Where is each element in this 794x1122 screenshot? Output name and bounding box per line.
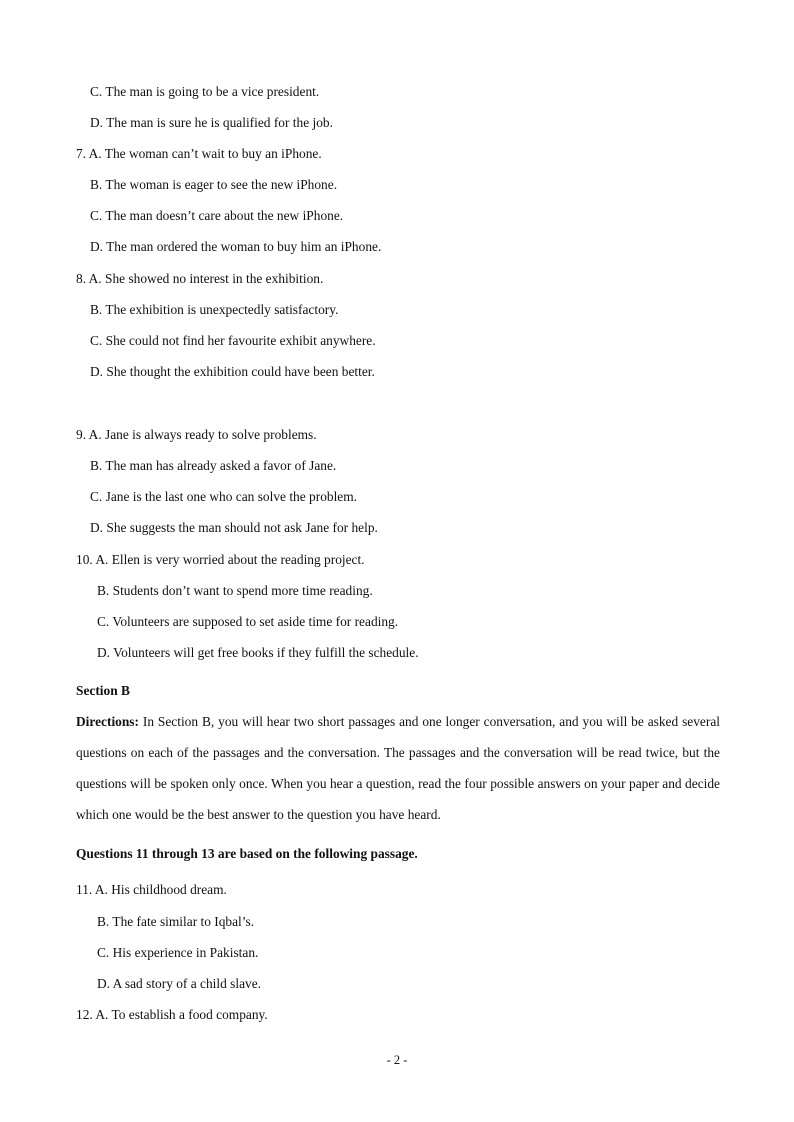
- page-number: - 2 -: [386, 1053, 408, 1067]
- option-11c: C. His experience in Pakistan.: [97, 945, 259, 960]
- directions-label: Directions:: [76, 714, 139, 729]
- question-10-option-a: 10. A. Ellen is very worried about the reading project.: [76, 552, 365, 567]
- question-7-option-a: 7. A. The woman can’t wait to buy an iPhone.: [76, 146, 322, 161]
- directions-paragraph: [76, 706, 720, 830]
- directions-text: In Section B, you will hear two short passages and one longer conversation, and you will be asked several questions on each of the passages and the conversation. The passages and the conversation will be read twice, but the questions will be spoken only once. When you hear a question, read the four possible answers on your paper and decide which one would be the best answer to the question you have heard.: [76, 714, 720, 822]
- option-7b: B. The woman is eager to see the new iPhone.: [90, 177, 338, 192]
- option-8c: C. She could not find her favourite exhibit anywhere.: [90, 333, 376, 348]
- option-10c: C. Volunteers are supposed to set aside time for reading.: [97, 614, 399, 629]
- option-9c: C. Jane is the last one who can solve the problem.: [90, 489, 358, 504]
- question-9-option-a: 9. A. Jane is always ready to solve problems.: [76, 427, 317, 442]
- option-8d: D. She thought the exhibition could have been better.: [90, 364, 375, 379]
- option-9d: D. She suggests the man should not ask Jane for help.: [90, 520, 378, 535]
- option-7c: C. The man doesn’t care about the new iPhone.: [90, 208, 344, 223]
- option-8b: B. The exhibition is unexpectedly satisfactory.: [90, 302, 339, 317]
- option-10b: B. Students don’t want to spend more time reading.: [97, 583, 373, 598]
- section-b-heading: Section B: [76, 683, 130, 698]
- option-9b: B. The man has already asked a favor of Jane.: [90, 458, 337, 473]
- question-11-option-a: 11. A. His childhood dream.: [76, 882, 227, 897]
- option-11d: D. A sad story of a child slave.: [97, 976, 262, 991]
- question-12-option-a: 12. A. To establish a food company.: [76, 1007, 268, 1022]
- question-8-option-a: 8. A. She showed no interest in the exhibition.: [76, 271, 324, 286]
- option-11b: B. The fate similar to Iqbal’s.: [97, 914, 255, 929]
- option-6d: D. The man is sure he is qualified for the job.: [90, 115, 333, 130]
- questions-heading: Questions 11 through 13 are based on the following passage.: [76, 846, 418, 861]
- option-7d: D. The man ordered the woman to buy him an iPhone.: [90, 239, 382, 254]
- option-10d: D. Volunteers will get free books if they fulfill the schedule.: [97, 645, 419, 660]
- option-6c: C. The man is going to be a vice president.: [90, 84, 320, 99]
